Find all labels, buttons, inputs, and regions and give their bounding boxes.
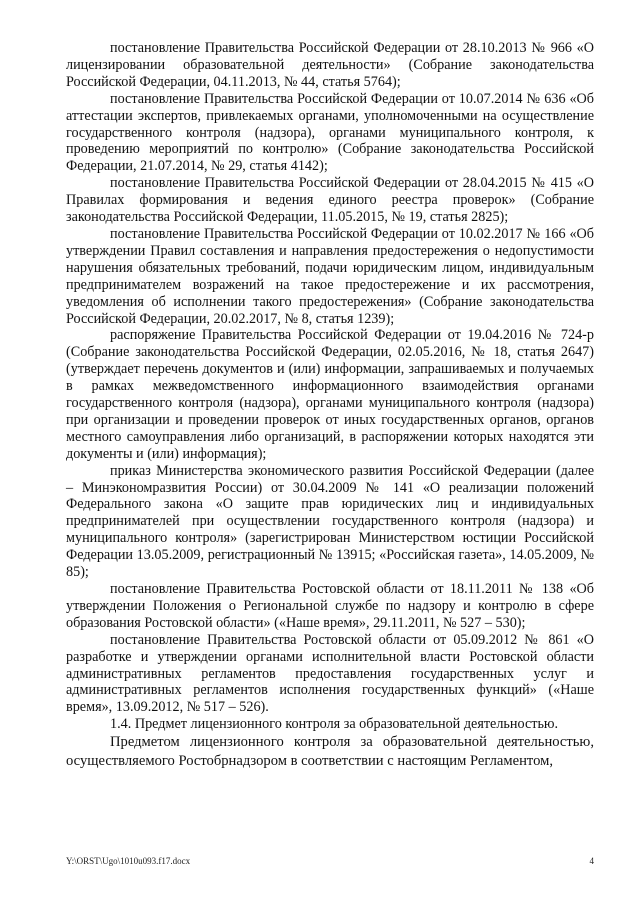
legal-act-entry: постановление Правительства Российской Федерации от 28.04.2015 № 415 «О Правилах формирования и ведения единого реестра проверок» (Собрание законодательства Российской Федерации, 11.05.2015, № 19, статья 2825); <box>66 175 594 226</box>
section-heading: 1.4. Предмет лицензионного контроля за образовательной деятельностью. <box>110 716 559 733</box>
document-page <box>66 40 594 771</box>
legal-act-entry: постановление Правительства Российской Федерации от 10.02.2017 № 166 «Об утверждении Правил составления и направления предостережения о недопустимости нарушения обязательных требований, подачи юридическим лицом, индивидуальным предпринимателем возражений на такое предостережение и их рассмотрения, уведомления об исполнении такого предостережения» (Собрание законодательства Российской Федерации, 20.02.2017, № 8, статья 1239); <box>66 225 594 327</box>
legal-act-entry: постановление Правительства Российской Федерации от 10.07.2014 № 636 «Об аттестации экспертов, привлекаемых органами, уполномоченными на осуществление государственного контроля (надзора), органами муниципального контроля, к проведению мероприятий по контролю» (Собрание законодательства Российской Федерации, 21.07.2014, № 29, статья 4142); <box>66 90 594 175</box>
page-number: 4 <box>589 856 594 866</box>
legal-act-entry: распоряжение Правительства Российской Федерации от 19.04.2016 № 724-р (Собрание законодательства Российской Федерации, 02.05.2016, № 18, статья 2647) (утверждает перечень документов и (или) информации, запрашиваемых и получаемых в рамках межведомственного информационного взаимодействия органами государственного контроля (надзора), органами муниципального контроля (надзора) при организации и проведении проверок от иных государственных органов, органов местного самоуправления либо организаций, в распоряжении которых находятся эти документы и (или) информация); <box>66 327 594 462</box>
page-footer <box>66 856 594 867</box>
body-paragraph: Предметом лицензионного контроля за образовательной деятельностью, осуществляемого Ростобрнадзором в соответствии с настоящим Регламентом, <box>66 734 594 770</box>
legal-act-entry: постановление Правительства Российской Федерации от 28.10.2013 № 966 «О лицензировании образовательной деятельности» (Собрание законодательства Российской Федерации, 04.11.2013, № 44, статья 5764); <box>66 40 594 90</box>
legal-act-entry: постановление Правительства Ростовской области от 18.11.2011 № 138 «Об утверждении Положения о Региональной службе по надзору и контролю в сфере образования Ростовской области» («Наше время», 29.11.2011, № 527 – 530); <box>66 581 594 631</box>
legal-act-entry: постановление Правительства Ростовской области от 05.09.2012 № 861 «О разработке и утверждении органами исполнительной власти Ростовской области административных регламентов предоставления государственных услуг и административных регламентов исполнения государственных функций» («Наше время», 13.09.2012, № 517 – 526). <box>66 631 594 716</box>
legal-act-entry: приказ Министерства экономического развития Российской Федерации (далее – Минэкономразвития России) от 30.04.2009 № 141 «О реализации положений Федерального закона «О защите прав юридических лиц и индивидуальных предпринимателей при осуществлении государственного контроля (надзора) и муниципального контроля» (зарегистрирован Министерством юстиции Российской Федерации 13.05.2009, регистрационный № 13915; «Российская газета», 14.05.2009, № 85); <box>66 462 594 581</box>
file-path: Y:\ORST\Ugo\1010u093.f17.docx <box>66 856 191 866</box>
